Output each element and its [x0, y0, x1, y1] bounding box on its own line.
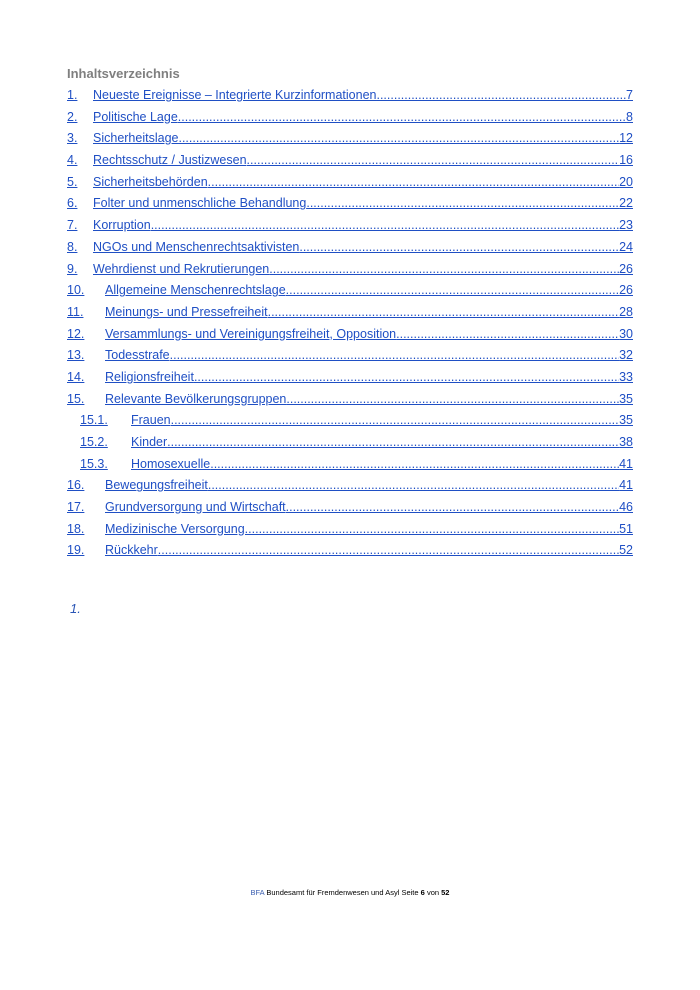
toc-entry-14[interactable]	[67, 370, 633, 392]
toc-leader-dots	[151, 218, 619, 232]
toc-entry-11[interactable]	[67, 305, 633, 327]
toc-entry-number: 18.	[67, 521, 85, 536]
toc-leader-dots	[286, 392, 619, 406]
toc-entry-2[interactable]	[67, 110, 633, 132]
toc-entry-12[interactable]	[67, 327, 633, 349]
section-list-marker: 1.	[70, 601, 81, 616]
toc-entry-page: 33	[619, 369, 633, 384]
toc-entry-page: 38	[619, 435, 633, 449]
toc-entry-title: Bewegungsfreiheit	[105, 478, 208, 493]
toc-entry-page: 32	[619, 348, 633, 363]
toc-entry-page: 35	[619, 413, 633, 428]
toc-leader-dots	[376, 88, 626, 102]
toc-entry-number: 10.	[67, 283, 85, 298]
toc-leader-dots	[286, 500, 619, 514]
toc-entry-page: 28	[619, 304, 633, 319]
toc-leader-dots	[208, 175, 619, 189]
toc-entry-number: 15.	[67, 391, 85, 406]
toc-entry-title: Todesstrafe	[105, 348, 170, 363]
page-footer	[0, 888, 700, 897]
toc-entry-page: 20	[619, 174, 633, 189]
table-of-contents	[67, 88, 633, 565]
toc-entry-19[interactable]	[67, 543, 633, 565]
toc-entry-page: 7	[626, 88, 633, 102]
toc-entry-7[interactable]	[67, 218, 633, 240]
toc-entry-4[interactable]	[67, 153, 633, 175]
toc-entry-title: Rechtsschutz / Justizwesen	[93, 153, 247, 168]
toc-leader-dots	[158, 543, 619, 557]
toc-leader-dots	[269, 262, 619, 276]
toc-entry-6[interactable]	[67, 196, 633, 218]
toc-entry-number: 3.	[67, 131, 78, 146]
toc-entry-15-1[interactable]	[67, 413, 633, 435]
toc-entry-number: 5.	[67, 174, 78, 189]
toc-entry-title: Kinder	[131, 435, 168, 449]
toc-entry-page: 8	[626, 109, 633, 124]
toc-entry-number: 1.	[67, 88, 78, 102]
toc-entry-title: Allgemeine Menschenrechtslage	[105, 283, 286, 298]
toc-leader-dots	[247, 153, 620, 167]
footer-page-current: 6	[420, 888, 425, 897]
toc-leader-dots	[396, 327, 619, 341]
bfa-logo: BFA	[250, 888, 265, 897]
footer-page-label: Seite	[401, 888, 419, 897]
toc-entry-title: Rückkehr	[105, 543, 158, 558]
toc-entry-page: 16	[619, 153, 633, 168]
toc-entry-5[interactable]	[67, 175, 633, 197]
footer-page-separator: von	[426, 888, 440, 897]
toc-entry-number: 4.	[67, 153, 78, 168]
toc-entry-title: NGOs und Menschenrechtsaktivisten	[93, 239, 300, 254]
toc-entry-page: 12	[619, 131, 633, 146]
toc-entry-title: Versammlungs- und Vereinigungsfreiheit, Opposition	[105, 326, 397, 341]
toc-entry-number: 12.	[67, 326, 85, 341]
toc-leader-dots	[299, 240, 619, 254]
toc-leader-dots	[306, 196, 619, 210]
toc-entry-title: Korruption	[93, 218, 151, 233]
toc-entry-10[interactable]	[67, 283, 633, 305]
toc-entry-number: 7.	[67, 218, 78, 233]
toc-entry-title: Grundversorgung und Wirtschaft	[105, 500, 286, 515]
toc-entry-page: 46	[619, 500, 633, 515]
toc-entry-title: Homosexuelle	[131, 456, 211, 471]
toc-leader-dots	[208, 478, 619, 492]
toc-entry-page: 26	[619, 283, 633, 298]
toc-entry-15-2[interactable]	[67, 435, 633, 457]
toc-leader-dots	[245, 522, 619, 536]
toc-leader-dots	[210, 457, 619, 471]
toc-entry-3[interactable]	[67, 131, 633, 153]
toc-entry-number: 8.	[67, 239, 78, 254]
toc-entry-number: 9.	[67, 261, 78, 276]
toc-entry-number: 15.3.	[80, 456, 108, 471]
toc-entry-15-3[interactable]	[67, 457, 633, 479]
toc-entry-9[interactable]	[67, 262, 633, 284]
toc-entry-number: 16.	[67, 478, 85, 493]
toc-entry-title: Folter und unmenschliche Behandlung	[93, 196, 307, 211]
toc-entry-number: 11.	[67, 304, 84, 319]
toc-entry-18[interactable]	[67, 522, 633, 544]
toc-entry-title: Meinungs- und Pressefreiheit	[105, 304, 268, 319]
toc-entry-number: 13.	[67, 348, 85, 363]
toc-entry-number: 2.	[67, 109, 78, 124]
toc-entry-title: Relevante Bevölkerungsgruppen	[105, 391, 287, 406]
toc-entry-17[interactable]	[67, 500, 633, 522]
toc-leader-dots	[178, 131, 619, 145]
toc-entry-page: 30	[619, 326, 633, 341]
toc-leader-dots	[170, 348, 619, 362]
toc-entry-title: Religionsfreiheit	[105, 369, 194, 384]
toc-entry-page: 41	[619, 478, 633, 493]
footer-page-total: 52	[441, 888, 450, 897]
toc-entry-number: 19.	[67, 543, 85, 558]
toc-entry-13[interactable]	[67, 348, 633, 370]
toc-entry-number: 15.1.	[80, 413, 108, 428]
toc-entry-title: Medizinische Versorgung	[105, 521, 245, 536]
toc-entry-title: Politische Lage	[93, 109, 178, 124]
toc-entry-page: 22	[619, 196, 633, 211]
toc-entry-8[interactable]	[67, 240, 633, 262]
toc-leader-dots	[171, 413, 619, 427]
footer-org-name: Bundesamt für Fremdenwesen und Asyl	[266, 888, 400, 897]
toc-entry-page: 52	[619, 543, 633, 558]
toc-entry-16[interactable]	[67, 478, 633, 500]
toc-entry-number: 15.2.	[80, 435, 108, 449]
toc-entry-title: Frauen	[131, 413, 171, 428]
toc-entry-title: Neueste Ereignisse – Integrierte Kurzinformationen	[93, 88, 377, 102]
toc-entry-page: 41	[619, 456, 633, 471]
toc-entry-number: 17.	[67, 500, 85, 515]
toc-entry-number: 14.	[67, 369, 85, 384]
toc-leader-dots	[286, 283, 619, 297]
toc-entry-number: 6.	[67, 196, 78, 211]
toc-entry-page: 23	[619, 218, 633, 233]
toc-leader-dots	[167, 435, 619, 449]
toc-entry-title: Sicherheitslage	[93, 131, 179, 146]
toc-entry-title: Wehrdienst und Rekrutierungen	[93, 261, 270, 276]
toc-leader-dots	[194, 370, 619, 384]
toc-leader-dots	[268, 305, 620, 319]
toc-entry-page: 51	[619, 521, 633, 536]
toc-heading: Inhaltsverzeichnis	[67, 66, 180, 81]
toc-entry-1[interactable]	[67, 88, 633, 110]
toc-entry-page: 26	[619, 261, 633, 276]
toc-entry-title: Sicherheitsbehörden	[93, 174, 208, 189]
toc-entry-page: 35	[619, 391, 633, 406]
toc-entry-15[interactable]	[67, 392, 633, 414]
toc-entry-page: 24	[619, 239, 633, 254]
toc-leader-dots	[178, 110, 626, 124]
